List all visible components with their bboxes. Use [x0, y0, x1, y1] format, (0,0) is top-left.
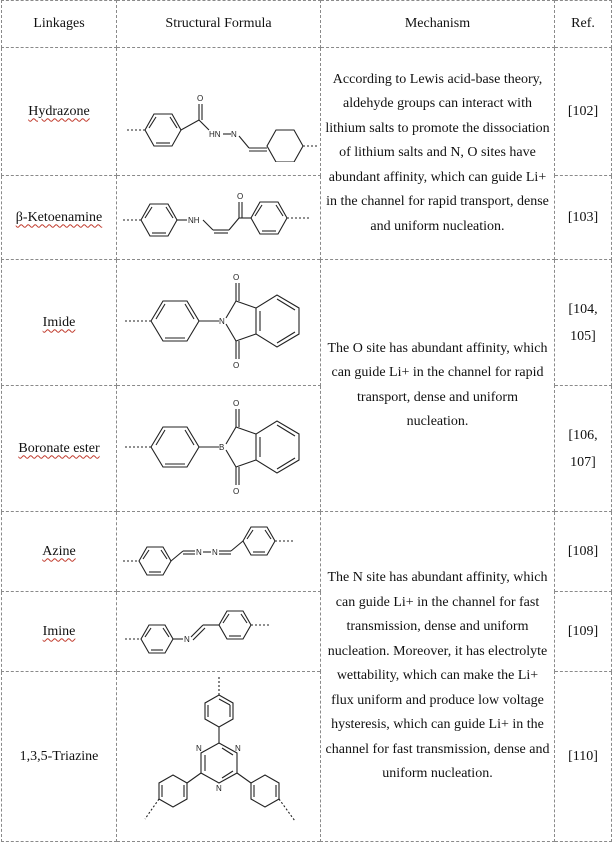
formula-ketoenamine — [117, 176, 321, 260]
ref-ketoenamine: [103] — [555, 176, 612, 260]
ref-boronate-ester: [106, 107] — [555, 386, 612, 512]
svg-text:O: O — [236, 191, 243, 201]
svg-text:HN: HN — [208, 129, 221, 139]
formula-triazine — [117, 672, 321, 842]
svg-text:O: O — [232, 360, 239, 370]
formula-boronate-ester — [117, 386, 321, 512]
svg-text:N: N — [195, 547, 202, 557]
header-structural-formula: Structural Formula — [117, 1, 321, 48]
linkage-imine: Imine — [2, 592, 117, 672]
linkage-azine: Azine — [2, 512, 117, 592]
svg-text:N: N — [195, 743, 202, 753]
svg-text:N: N — [211, 547, 218, 557]
svg-text:N: N — [215, 783, 222, 793]
header-ref: Ref. — [555, 1, 612, 48]
mechanism-aldehyde-lewis: According to Lewis acid-base theory, aldehyde groups can interact with lithium salts to promote the dissociation of lithium salts and N, O sites have abundant affinity, which can guide Li+ in the channel for rapid transport, dense and uniform nucleation. — [321, 48, 555, 260]
formula-imine — [117, 592, 321, 672]
svg-text:B: B — [218, 442, 224, 452]
header-linkages: Linkages — [2, 1, 117, 48]
svg-text:O: O — [232, 272, 239, 282]
header-mechanism: Mechanism — [321, 1, 555, 48]
mechanism-o-site: The O site has abundant affinity, which can guide Li+ in the channel for rapid transport, dense and uniform nucleation. — [321, 260, 555, 512]
ref-azine: [108] — [555, 512, 612, 592]
linkage-table — [1, 0, 612, 842]
svg-text:O: O — [232, 486, 239, 496]
svg-text:N: N — [183, 634, 190, 644]
formula-imide — [117, 260, 321, 386]
linkage-triazine: 1,3,5-Triazine — [2, 672, 117, 842]
formula-hydrazone — [117, 48, 321, 176]
linkage-boronate-ester: Boronate ester — [2, 386, 117, 512]
linkage-imide: Imide — [2, 260, 117, 386]
ref-triazine: [110] — [555, 672, 612, 842]
linkage-hydrazone: Hydrazone — [2, 48, 117, 176]
svg-text:N: N — [234, 743, 241, 753]
ref-imide: [104, 105] — [555, 260, 612, 386]
mechanism-n-site: The N site has abundant affinity, which can guide Li+ in the channel for fast transmission, dense and uniform nucleation. Moreover, it has electrolyte wettability, which can make the Li+ flux uniform and produce low voltage hysteresis, which can guide Li+ in the channel for fast transmission, dense and uniform nucleation. — [321, 512, 555, 842]
svg-text:O: O — [196, 93, 203, 103]
svg-text:O: O — [232, 398, 239, 408]
ref-imine: [109] — [555, 592, 612, 672]
ref-hydrazone: [102] — [555, 48, 612, 176]
linkage-ketoenamine: β-Ketoenamine — [2, 176, 117, 260]
svg-text:NH: NH — [187, 215, 200, 225]
svg-text:N: N — [218, 316, 225, 326]
svg-text:N: N — [230, 129, 237, 139]
formula-azine — [117, 512, 321, 592]
